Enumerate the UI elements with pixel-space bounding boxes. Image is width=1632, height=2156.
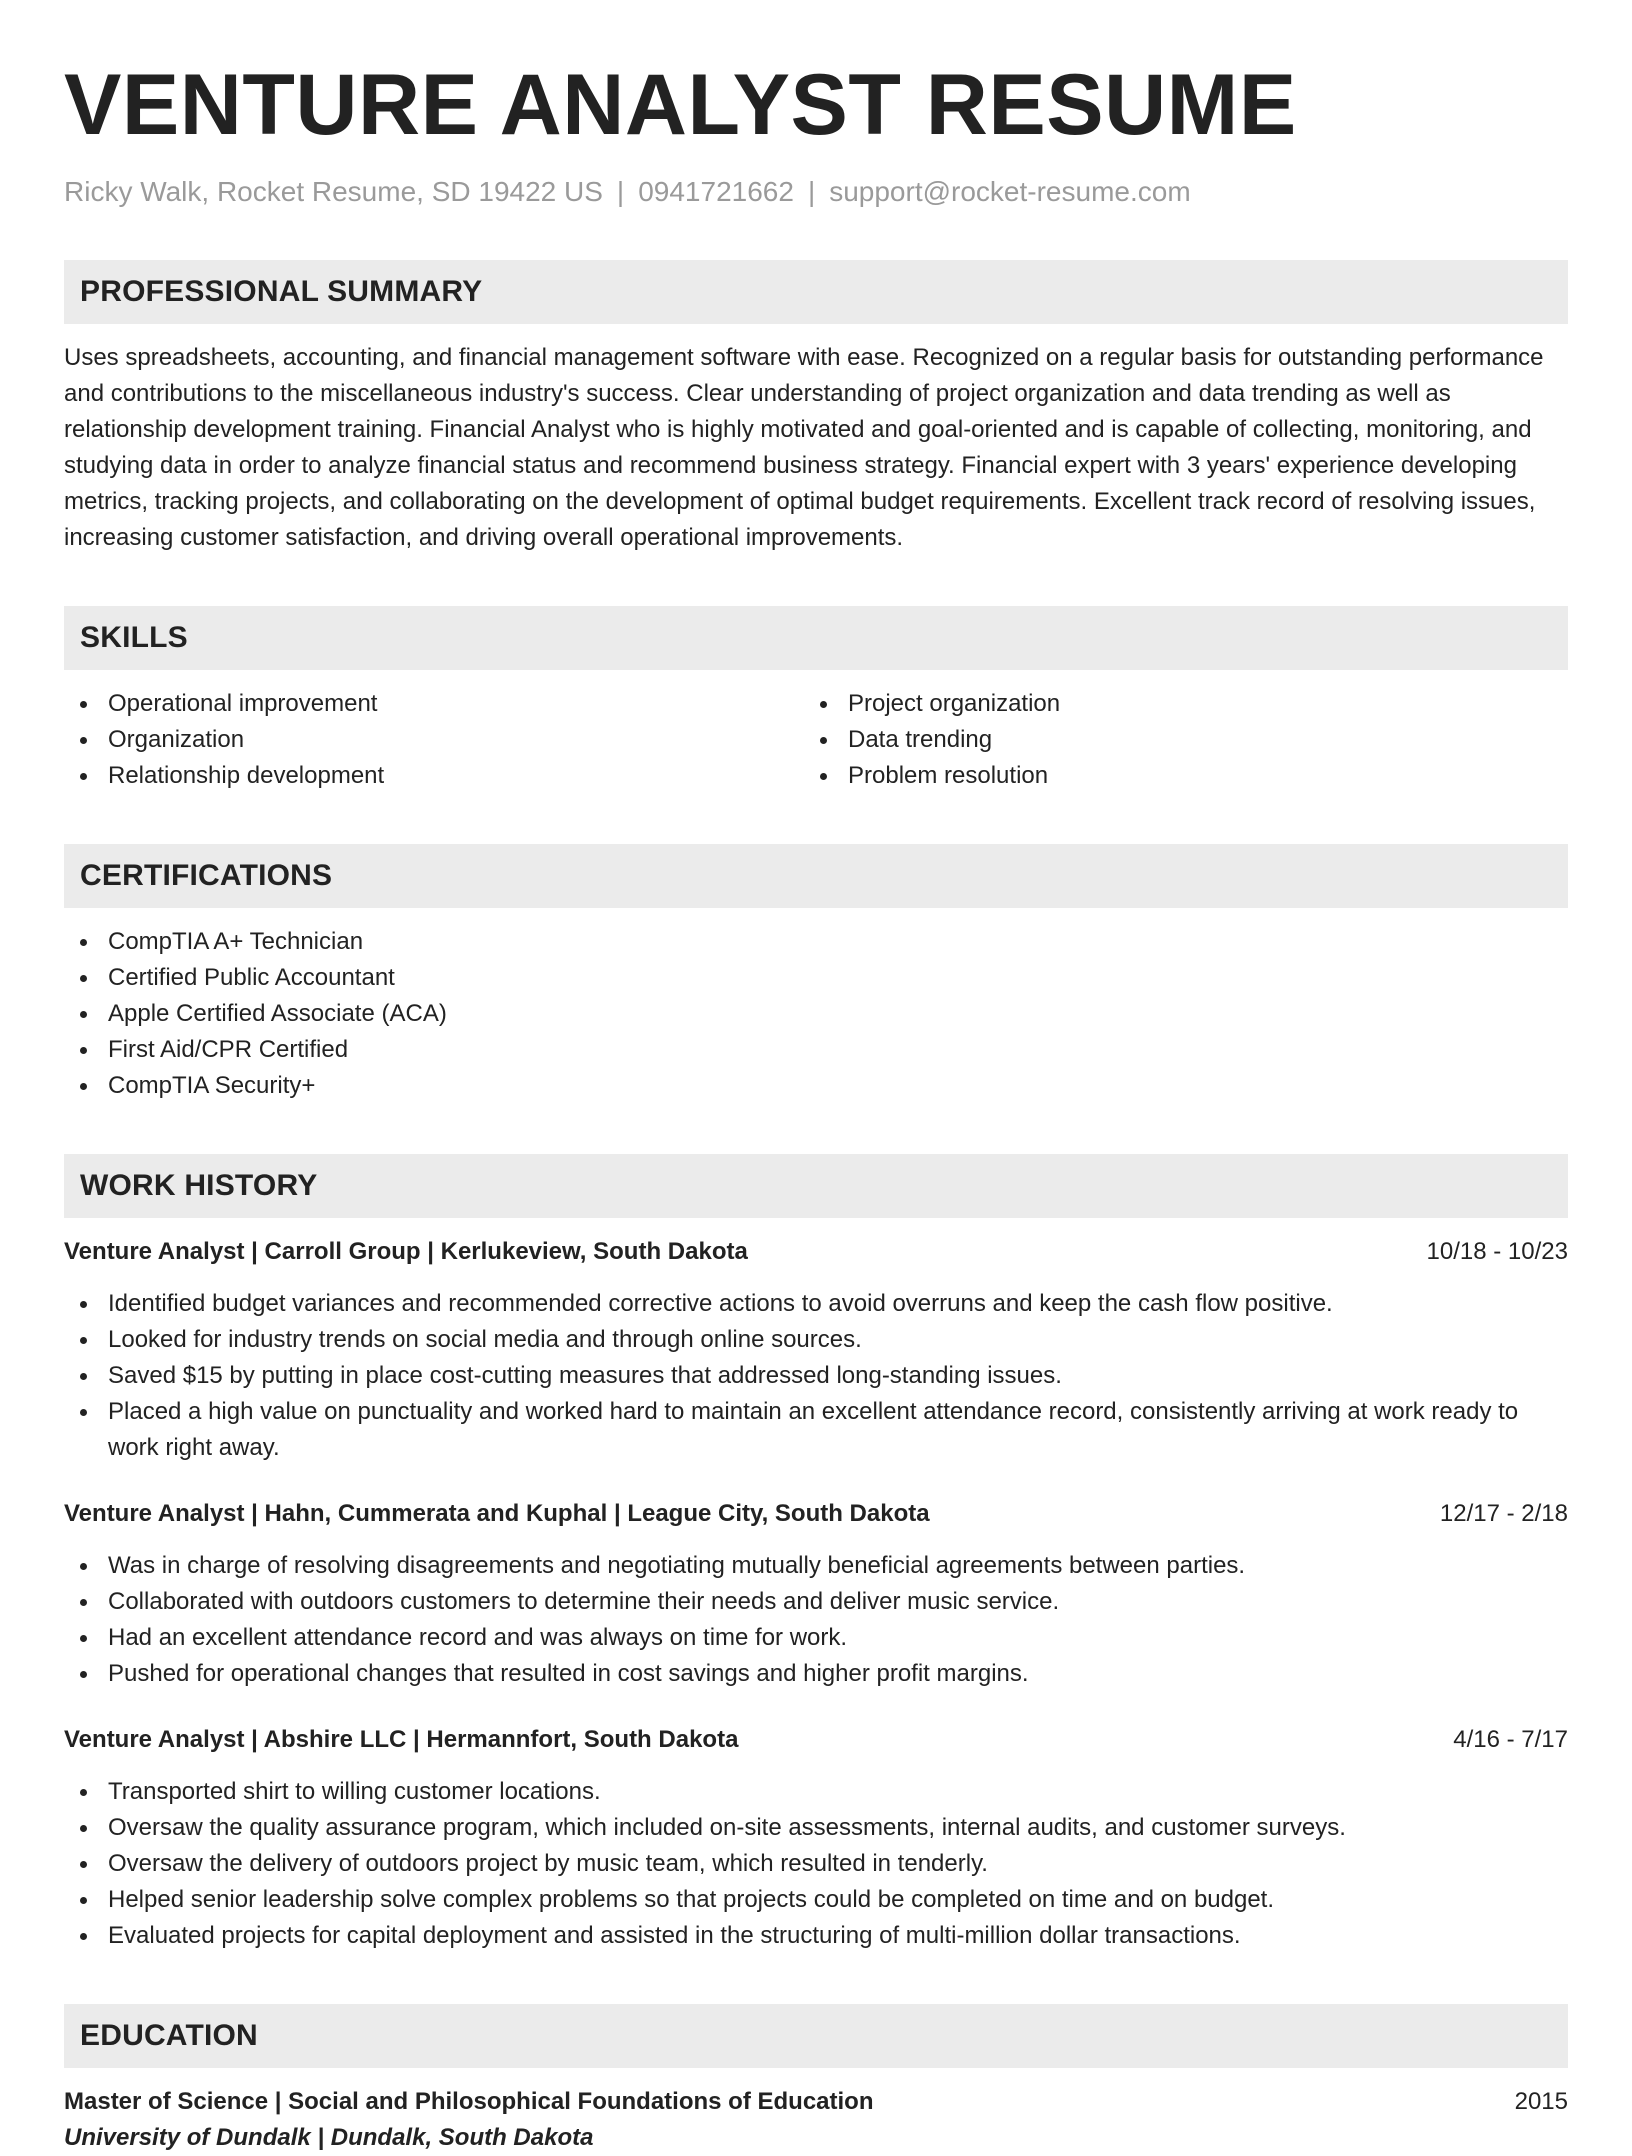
job-header: [64, 1722, 1568, 1758]
contact-line: [64, 172, 1568, 212]
job-header: [64, 1234, 1568, 1270]
skill-item: Data trending: [804, 722, 1544, 758]
certification-item: CompTIA Security+: [64, 1068, 1568, 1104]
section-header-work-history: WORK HISTORY: [64, 1154, 1568, 1218]
job-bullets: [64, 1286, 1568, 1466]
skills-list-right: [804, 686, 1544, 794]
job-bullet: Oversaw the quality assurance program, which included on-site assessments, internal audits, and customer surveys.: [64, 1810, 1568, 1846]
job-bullet: Was in charge of resolving disagreements and negotiating mutually beneficial agreements between parties.: [64, 1548, 1568, 1584]
contact-separator: |: [807, 176, 816, 207]
contact-email: support@rocket-resume.com: [829, 176, 1191, 207]
section-header-skills: SKILLS: [64, 606, 1568, 670]
job-bullet: Transported shirt to willing customer locations.: [64, 1774, 1568, 1810]
job-bullet: Evaluated projects for capital deployment and assisted in the structuring of multi-million dollar transactions.: [64, 1918, 1568, 1954]
certification-item: Certified Public Accountant: [64, 960, 1568, 996]
education-degree: Master of Science | Social and Philosophical Foundations of Education: [64, 2088, 874, 2115]
job-bullet: Had an excellent attendance record and was always on time for work.: [64, 1620, 1568, 1656]
job-entry: [64, 1496, 1568, 1692]
section-header-education: EDUCATION: [64, 2004, 1568, 2068]
job-bullets: [64, 1774, 1568, 1954]
job-bullet: Pushed for operational changes that resulted in cost savings and higher profit margins.: [64, 1656, 1568, 1692]
page-title: VENTURE ANALYST RESUME: [64, 57, 1297, 153]
skill-item: Project organization: [804, 686, 1544, 722]
section-header-certifications: CERTIFICATIONS: [64, 844, 1568, 908]
job-bullet: Helped senior leadership solve complex problems so that projects could be completed on time and on budget.: [64, 1882, 1568, 1918]
contact-separator: |: [616, 176, 625, 207]
contact-phone: 0941721662: [638, 176, 794, 207]
education-year: 2015: [1514, 2088, 1568, 2115]
job-title: Venture Analyst | Carroll Group | Kerlukeview, South Dakota: [64, 1238, 748, 1265]
certification-item: First Aid/CPR Certified: [64, 1032, 1568, 1068]
job-dates: 10/18 - 10/23: [1426, 1238, 1568, 1265]
section-header-summary: PROFESSIONAL SUMMARY: [64, 260, 1568, 324]
education-school: University of Dundalk | Dundalk, South Dakota: [64, 2124, 594, 2151]
certifications-list: [64, 924, 1568, 1104]
certification-item: CompTIA A+ Technician: [64, 924, 1568, 960]
skill-item: Problem resolution: [804, 758, 1544, 794]
skill-item: Relationship development: [64, 758, 804, 794]
job-bullet: Saved $15 by putting in place cost-cutting measures that addressed long-standing issues.: [64, 1358, 1568, 1394]
summary-text: Uses spreadsheets, accounting, and financial management software with ease. Recognized on a regular basis for outstanding performance and contributions to the miscellaneous industry's success. Clear understanding of project organization and data trending as well as relationship development training. Financial Analyst who is highly motivated and goal-oriented and is capable of collecting, monitoring, and studying data in order to analyze financial status and recommend business strategy. Financial expert with 3 years' experience developing metrics, tracking projects, and collaborating on the development of optimal budget requirements. Excellent track record of resolving issues, increasing customer satisfaction, and driving overall operational improvements.: [64, 344, 1544, 551]
skills-list-left: [64, 686, 804, 794]
contact-address: Ricky Walk, Rocket Resume, SD 19422 US: [64, 176, 603, 207]
job-title: Venture Analyst | Hahn, Cummerata and Kuphal | League City, South Dakota: [64, 1500, 930, 1527]
job-dates: 4/16 - 7/17: [1453, 1726, 1568, 1753]
education-entry: [64, 2084, 1568, 2156]
job-bullet: Collaborated with outdoors customers to determine their needs and deliver music service.: [64, 1584, 1568, 1620]
job-entry: [64, 1234, 1568, 1466]
skill-item: Operational improvement: [64, 686, 804, 722]
job-dates: 12/17 - 2/18: [1439, 1500, 1568, 1527]
job-bullet: Placed a high value on punctuality and worked hard to maintain an excellent attendance record, consistently arriving at work ready to work right away.: [64, 1394, 1568, 1466]
job-header: [64, 1496, 1568, 1532]
education-header: [64, 2084, 1568, 2120]
skill-item: Organization: [64, 722, 804, 758]
job-bullets: [64, 1548, 1568, 1692]
job-bullet: Looked for industry trends on social media and through online sources.: [64, 1322, 1568, 1358]
job-bullet: Oversaw the delivery of outdoors project by music team, which resulted in tenderly.: [64, 1846, 1568, 1882]
skills-grid: [64, 686, 1568, 794]
job-bullet: Identified budget variances and recommended corrective actions to avoid overruns and keep the cash flow positive.: [64, 1286, 1568, 1322]
job-entry: [64, 1722, 1568, 1954]
job-title: Venture Analyst | Abshire LLC | Hermannfort, South Dakota: [64, 1726, 739, 1753]
certification-item: Apple Certified Associate (ACA): [64, 996, 1568, 1032]
